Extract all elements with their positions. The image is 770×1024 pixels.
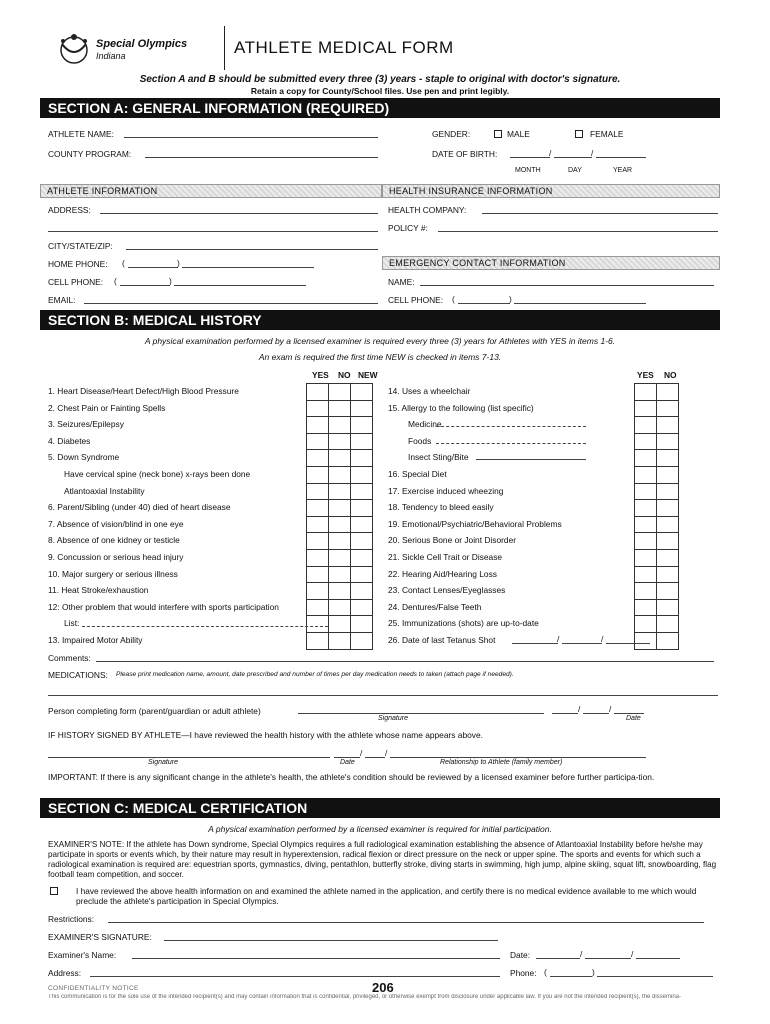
female-label: FEMALE [590,129,624,139]
medications-note: Please print medication name, amount, date prescribed and number of times per day medication needs to taken (attach page if needed). [116,671,514,678]
left-answer-cell[interactable] [351,516,373,533]
left-answer-cell[interactable] [329,616,351,633]
comments-label: Comments: [48,653,91,663]
right-answer-cell[interactable] [657,566,679,583]
date2-caption: Date [340,759,355,766]
section-b-title: SECTION B: MEDICAL HISTORY [40,310,720,330]
emergency-cell-field[interactable] [514,294,646,304]
left-answer-cell[interactable] [329,400,351,417]
left-answer-cell[interactable] [351,583,373,600]
col-yes-right: YES [637,370,654,380]
home-phone-label: HOME PHONE: [48,259,108,269]
gender-label: GENDER: [432,129,471,139]
section-b-note-1: A physical examination performed by a licensed examiner is required every three (3) years for Athletes with YES in items 1-6. [144,336,616,346]
paren-open: ( [114,276,117,286]
right-answer-cell[interactable] [657,583,679,600]
confidentiality-label: CONFIDENTIALITY NOTICE [48,985,139,992]
right-answer-cell[interactable] [657,466,679,483]
left-answer-cell[interactable] [329,417,351,434]
examiner-date-label: Date: [510,950,531,960]
paren-close: ) [177,258,180,268]
left-answer-cell[interactable] [307,500,329,517]
left-answer-cell[interactable] [307,549,329,566]
left-answer-cell[interactable] [329,549,351,566]
medical-history-left-item: 12: Other problem that would interfere with sports participation [48,601,279,612]
left-answer-cell[interactable] [307,599,329,616]
form-title: ATHLETE MEDICAL FORM [234,38,454,57]
right-answer-cell[interactable] [635,384,657,401]
medical-history-right-item: 24. Dentures/False Teeth [388,601,482,612]
medical-history-left-item: 1. Heart Disease/Heart Defect/High Blood Pressure [48,386,239,396]
medical-history-left-item: 6. Parent/Sibling (under 40) died of heart disease [48,502,231,513]
county-program-field[interactable] [145,148,378,158]
insect-field[interactable] [476,450,586,460]
athlete-history-signature-field[interactable] [48,748,330,758]
tetanus-slash: / [557,634,560,644]
right-answer-cell[interactable] [635,533,657,550]
logo [52,30,96,70]
history-date-day-field[interactable] [365,748,388,758]
medical-history-left-item: 7. Absence of vision/blind in one eye [48,518,184,529]
right-answer-cell[interactable] [657,632,679,649]
male-label: MALE [507,129,530,139]
right-answer-cell[interactable] [635,417,657,434]
left-answer-cell[interactable] [351,433,373,450]
right-answer-cell[interactable] [635,450,657,467]
medical-history-right-item: 23. Contact Lenses/Eyeglasses [388,585,506,596]
medications-field[interactable] [48,686,718,696]
left-answer-cell[interactable] [307,632,329,649]
left-answer-cell[interactable] [351,566,373,583]
left-answer-cell[interactable] [351,450,373,467]
examiner-date-day-field[interactable] [585,949,634,959]
cell-phone-field[interactable] [174,276,306,286]
right-answer-cell[interactable] [657,500,679,517]
left-answer-cell[interactable] [307,483,329,500]
examiner-signature-field[interactable] [164,931,498,941]
dob-label: DATE OF BIRTH: [432,149,498,159]
comments-field[interactable] [96,652,714,662]
examiner-date-year-field[interactable] [636,949,680,959]
left-answer-cell[interactable] [307,450,329,467]
date-slash: / [360,748,363,758]
left-answer-cell[interactable] [307,466,329,483]
left-answer-cell[interactable] [351,400,373,417]
county-program-label: COUNTY PROGRAM: [48,149,132,159]
right-answer-cell[interactable] [635,516,657,533]
dob-year-field[interactable] [596,148,646,158]
emergency-name-label: NAME: [388,277,415,287]
right-answer-cell[interactable] [657,450,679,467]
health-info-header: HEALTH INSURANCE INFORMATION [382,184,720,198]
medical-history-left-item: Have cervical spine (neck bone) x-rays been done [64,469,251,479]
paren-close: ) [592,967,595,977]
person-date-day-field[interactable] [583,704,612,714]
right-answer-cell[interactable] [657,384,679,401]
medical-history-right-item: 17. Exercise induced wheezing [388,485,504,496]
medical-history-left-item: Atlantoaxial Instability [64,485,145,496]
col-no-right: NO [664,370,677,380]
list-field[interactable] [82,617,328,627]
dob-day-field[interactable] [554,148,592,158]
examiner-address-field[interactable] [90,967,500,977]
left-answer-cell[interactable] [351,549,373,566]
examiner-signature-label: EXAMINER'S SIGNATURE: [48,932,152,942]
left-answer-cell[interactable] [351,632,373,649]
medical-history-left-item: 5. Down Syndrome [48,452,120,463]
left-answer-cell[interactable] [329,450,351,467]
col-no-left: NO [338,370,351,380]
medical-history-left-item: 4. Diabetes [48,435,91,446]
instruction-1: Section A and B should be submitted every three (3) years - staple to original with doctor's signature. [139,74,621,85]
section-c-note: A physical examination performed by a licensed examiner is required for initial participation. [208,824,552,834]
right-checkbox-grid[interactable] [634,383,679,650]
left-answer-cell[interactable] [351,616,373,633]
examiner-phone-field[interactable] [597,967,713,977]
medical-history-right-item: Foods [408,435,432,446]
left-answer-cell[interactable] [329,599,351,616]
left-answer-cell[interactable] [351,483,373,500]
emergency-cell-area-field[interactable] [458,294,510,304]
right-answer-cell[interactable] [657,417,679,434]
right-answer-cell[interactable] [635,566,657,583]
right-answer-cell[interactable] [657,533,679,550]
medical-history-left-item: 13. Impaired Motor Ability [48,635,143,645]
confidentiality-notice: This communication is for the sole use of the intended recipient(s) and may contain information that is confidential, privileged, or otherwise exempt from disclosure under applicable law. If you are not the intended recipient(s), the dissemina- [48,994,681,1000]
medical-history-right-item: Medicine [408,419,442,430]
left-answer-cell[interactable] [329,483,351,500]
tetanus-slash: / [601,634,604,644]
left-answer-cell[interactable] [307,533,329,550]
emergency-name-field[interactable] [420,276,714,286]
left-answer-cell[interactable] [329,433,351,450]
right-answer-cell[interactable] [657,549,679,566]
medical-history-right-item: 20. Serious Bone or Joint Disorder [388,535,517,546]
page-number: 206 [372,980,394,995]
section-a-title: SECTION A: GENERAL INFORMATION (REQUIRED) [40,98,720,118]
restrictions-label: Restrictions: [48,914,95,924]
left-answer-cell[interactable] [307,417,329,434]
date-slash: / [609,704,612,714]
right-answer-cell[interactable] [635,549,657,566]
left-answer-cell[interactable] [307,433,329,450]
person-date-month-field[interactable] [552,704,581,714]
col-new-left: NEW [358,370,378,380]
section-b-note-2: An exam is required the first time NEW is checked in items 7-13. [258,352,502,362]
home-phone-field[interactable] [182,258,314,268]
city-label: CITY/STATE/ZIP: [48,241,113,251]
person-date-year-field[interactable] [614,704,644,714]
review-statement: I have reviewed the above health information on and examined the athlete named in the application, and certify there is no medical evidence available to me which would preclude the athlete's participation in Special Olympics. [76,886,697,906]
medical-history-left-item: 2. Chest Pain or Fainting Spells [48,402,166,413]
right-answer-cell[interactable] [635,483,657,500]
home-phone-area-field[interactable] [128,258,178,268]
right-answer-cell[interactable] [657,433,679,450]
left-answer-cell[interactable] [329,384,351,401]
cell-phone-area-field[interactable] [120,276,170,286]
right-answer-cell[interactable] [635,616,657,633]
person-completing-label: Person completing form (parent/guardian or adult athlete) [48,706,261,716]
tetanus-month-field[interactable] [512,634,558,644]
athlete-info-header: ATHLETE INFORMATION [40,184,382,198]
left-answer-cell[interactable] [351,533,373,550]
left-answer-cell[interactable] [351,466,373,483]
policy-field[interactable] [438,222,718,232]
medical-history-right-item: 19. Emotional/Psychiatric/Behavioral Problems [388,518,562,529]
date-caption: Date [626,715,641,722]
address-line-2-field[interactable] [48,222,378,232]
signature-caption: Signature [378,715,408,722]
paren-open: ( [452,294,455,304]
medical-history-right-item: 18. Tendency to bleed easily [388,502,494,513]
left-answer-cell[interactable] [351,599,373,616]
medical-history-left-item: 3. Seizures/Epilepsy [48,419,124,430]
medicine-field[interactable] [436,417,586,427]
day-label: DAY [568,167,582,174]
date-slash: / [578,704,581,714]
right-answer-cell[interactable] [657,516,679,533]
medical-history-right-item: 14. Uses a wheelchair [388,386,471,396]
medical-history-right-item: Insect Sting/Bite [408,452,469,463]
left-answer-cell[interactable] [307,400,329,417]
policy-label: POLICY #: [388,223,428,233]
right-answer-cell[interactable] [635,400,657,417]
right-answer-cell[interactable] [657,483,679,500]
if-history-label: IF HISTORY SIGNED BY ATHLETE—I have reviewed the health history with the athlete whose name appears above. [48,730,483,740]
emergency-header: EMERGENCY CONTACT INFORMATION [382,256,720,270]
female-checkbox[interactable] [575,130,583,138]
left-answer-cell[interactable] [329,516,351,533]
left-answer-cell[interactable] [329,583,351,600]
email-label: EMAIL: [48,295,76,305]
left-answer-cell[interactable] [351,417,373,434]
paren-open: ( [122,258,125,268]
left-answer-cell[interactable] [329,500,351,517]
medical-history-left-item: 9. Concussion or serious head injury [48,552,184,562]
athlete-name-field[interactable] [124,128,378,138]
special-olympics-logo-icon [52,30,96,70]
instruction-2: Retain a copy for County/School files. Use pen and print legibly. [250,86,510,96]
foods-field[interactable] [436,434,586,444]
right-answer-cell[interactable] [635,583,657,600]
left-answer-cell[interactable] [307,384,329,401]
medical-history-left-item: List: [64,618,80,629]
restrictions-field[interactable] [108,913,704,923]
address-label: ADDRESS: [48,205,91,215]
cell-phone-label: CELL PHONE: [48,277,104,287]
left-answer-cell[interactable] [329,566,351,583]
medical-history-right-item: 25. Immunizations (shots) are up-to-date [388,618,539,629]
section-c-title: SECTION C: MEDICAL CERTIFICATION [40,798,720,818]
left-checkbox-grid[interactable] [306,383,373,650]
examiner-phone-label: Phone: [510,968,537,978]
examiner-note: EXAMINER'S NOTE: If the athlete has Down syndrome, Special Olympics requires a full radiological examination establishing the absence of Atlantoaxial Instability before he/she may participate in sports or events which, by their nature may result in hyperextension, radical flexion or direct pressure on the neck or upper spine. The sports and events for which such a radiological examination is required are: equestrian sports, gymnastics, diving, pentathlon, butterfly stroke, diving starts in swimming, high jump, alpine skiing, squat lift, snowboarding, flag football team competition, and soccer. [48,840,717,879]
right-answer-cell[interactable] [635,466,657,483]
right-answer-cell[interactable] [635,500,657,517]
examiner-phone-area-field[interactable] [550,967,592,977]
paren-close: ) [169,276,172,286]
date-slash: / [631,949,634,959]
address-field[interactable] [100,204,378,214]
examiner-date-month-field[interactable] [536,949,583,959]
medical-history-right-item: 21. Sickle Cell Trait or Disease [388,552,503,562]
date-slash: / [580,949,583,959]
left-answer-cell[interactable] [307,583,329,600]
history-date-month-field[interactable] [334,748,363,758]
left-answer-cell[interactable] [329,533,351,550]
medical-history-left-item: 11. Heat Stroke/exhaustion [48,585,149,596]
email-field[interactable] [84,294,378,304]
athlete-name-label: ATHLETE NAME: [48,129,114,139]
medical-history-right-item: 16. Special Diet [388,469,447,479]
male-checkbox[interactable] [494,130,502,138]
examiner-name-field[interactable] [132,949,500,959]
logo-text: Special Olympics [96,38,188,50]
col-yes-left: YES [312,370,329,380]
header-divider [224,26,225,70]
medical-history-left-item: 10. Major surgery or serious illness [48,568,178,579]
medical-history-right-item: 26. Date of last Tetanus Shot [388,635,496,645]
emergency-cell-label: CELL PHONE: [388,295,444,305]
dob-month-field[interactable] [510,148,550,158]
relationship-field[interactable] [390,748,646,758]
sig2-caption: Signature [148,759,178,766]
medications-label: MEDICATIONS: [48,670,108,680]
person-signature-field[interactable] [298,704,544,714]
paren-open: ( [544,967,547,977]
tetanus-day-field[interactable] [562,634,602,644]
paren-close: ) [509,294,512,304]
health-company-label: HEALTH COMPANY: [388,205,467,215]
left-answer-cell[interactable] [329,632,351,649]
right-answer-cell[interactable] [657,616,679,633]
date-slash: / [385,748,388,758]
examiner-address-label: Address: [48,968,82,978]
left-answer-cell[interactable] [351,500,373,517]
right-answer-cell[interactable] [657,599,679,616]
logo-subtext: Indiana [96,51,126,61]
right-answer-cell[interactable] [635,599,657,616]
dob-slash: / [591,148,594,158]
medical-history-left-item: 8. Absence of one kidney or testicle [48,535,180,546]
important-note: IMPORTANT: If there is any significant change in the athlete's health, the athlete's condition should be reviewed by a licensed examiner before further participa-tion. [48,772,655,782]
dob-slash: / [549,148,552,158]
review-checkbox[interactable] [50,887,58,895]
relationship-caption: Relationship to Athlete (family member) [440,759,563,766]
left-answer-cell[interactable] [307,516,329,533]
left-answer-cell[interactable] [351,384,373,401]
tetanus-year-field[interactable] [606,634,650,644]
medical-history-right-item: 22. Hearing Aid/Hearing Loss [388,568,497,579]
left-answer-cell[interactable] [307,566,329,583]
right-answer-cell[interactable] [657,400,679,417]
year-label: YEAR [613,167,633,174]
left-answer-cell[interactable] [329,466,351,483]
examiner-name-label: Examiner's Name: [48,950,117,960]
right-answer-cell[interactable] [635,433,657,450]
health-company-field[interactable] [482,204,718,214]
medical-history-right-item: 15. Allergy to the following (list specific) [388,402,534,413]
month-label: MONTH [515,167,541,174]
city-field[interactable] [126,240,378,250]
